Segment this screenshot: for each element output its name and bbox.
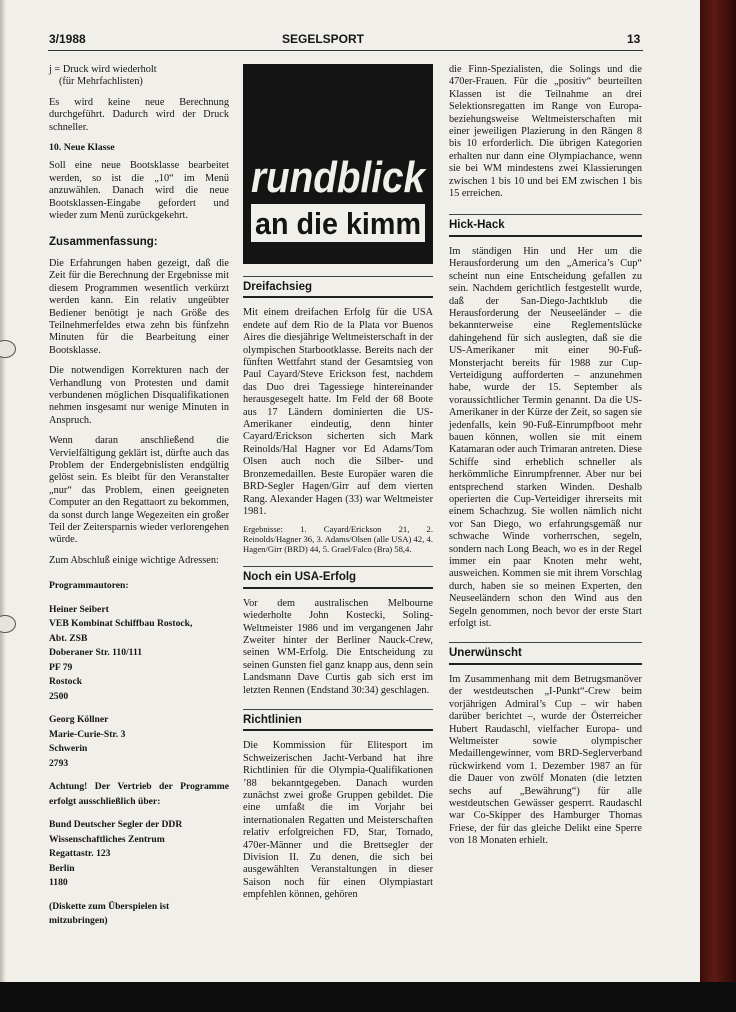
magazine-title: SEGELSPORT (282, 32, 365, 46)
address-line: Rostock (49, 676, 83, 688)
address-line: Wissenschaftliches Zentrum (49, 833, 165, 845)
address-line: Abt. ZSB (49, 632, 88, 644)
address-line: 2793 (49, 757, 69, 769)
page-number: 13 (627, 32, 641, 46)
headline-dreifachsieg: Dreifachsieg (243, 276, 433, 298)
rundblick-logo-art (243, 64, 433, 264)
address-line: Doberaner Str. 110/111 (49, 647, 143, 659)
section-heading-new-class: 10. Neue Klasse (49, 142, 115, 154)
paragraph: Die Kommission für Elitesport im Schweizerischen Jacht-Verband hat ihre Richtlinien für die Olympia-Qualifikationen ’88 bekanntgegeben. Danach wurden zunächst zwei große Gruppen gebildet. Die eine umfaßt die im Vorjahr bei internationalen Regatten und Meisterschaften relativ erfolgreichen FD, Star, Tornado, 470er-Männer und die Brettsegler der Division II. Zu denen, die sich bei ausgewählten Veranstaltungen in dieser Saison noch für einen Olympiastart empfehlen können, gehören (243, 740, 433, 901)
address-line: Regattastr. 123 (49, 848, 111, 860)
address-line: Bund Deutscher Segler der DDR (49, 819, 183, 831)
distribution-notice: Achtung! Der Vertrieb der Programme erfolgt ausschließlich über: (49, 781, 229, 807)
address-block-3 (49, 818, 229, 891)
paragraph: Mit einem dreifachen Erfolg für die USA endete auf dem Rio de la Plata vor Buenos Aires die diesjährige Weltmeisterschaft in der olympischen Starbootklasse. Bereits nach der fünften Wettfahrt stand der Gesamtsieg von Paul Cayard/Steve Erickson fest, nachdem das Duo drei Tagessiege hintereinander herausgesegelt hatte. Im Feld der 68 Boote aus 17 Ländern dominierten die US-Amerikaner eindeutig, denn hinter Cayard/Erickson sicherten sich Mark Reinolds/Hal Hagner vor Ed Adams/Tom Olsen auch noch die Silber- und Bronzemedaillen. Beste Europäer waren die BRD-Segler Hagen/Girr auf dem vierten Rang. Alexander Hagen (33) war Weltmeister 1981. (243, 307, 433, 517)
rundblick-logo (243, 64, 433, 264)
results-line: Ergebnisse: 1. Cayard/Erickson 21, 2. Reinolds/Hagner 36, 3. Adams/Olsen (alle USA) 42, 4. Hagen/Girr (BRD) 44, 5. Grael/Falco (Bra) 58,4. (243, 524, 433, 555)
issue-number: 3/1988 (49, 32, 86, 46)
page-edge (0, 0, 6, 982)
paragraph: die Finn-Spezialisten, die Solings und die 470er-Frauen. Für die „positiv“ beurteilten Klassen ist die Teilnahme an drei Selektionsregatten im Range von Europa- beziehungsweise Weltmeisterschaften mit einer jeweiligen Plazierung in den Rängen 8 bis 10 erforderlich. Die übrigen Kategorien erhalten nur dann eine Olympiachance, wenn sie bei WM mindestens zwei Klassierungen zwischen 1 bis 10 und bei EM zwischen 1 bis 15 erreichen. (449, 64, 642, 200)
address-block-2 (49, 713, 229, 771)
address-line: Berlin (49, 862, 75, 874)
column-middle (243, 64, 433, 908)
address-line: Georg Köllner (49, 714, 109, 726)
binding-hole (0, 615, 16, 633)
column-left (49, 64, 229, 938)
intro-line: j = Druck wird wiederholt (49, 64, 157, 75)
authors-heading: Programmautoren: (49, 580, 129, 592)
header-rule (48, 50, 643, 51)
address-line: Heiner Seibert (49, 603, 109, 615)
headline-unerwuenscht: Unerwünscht (449, 642, 642, 664)
headline-richtlinien: Richtlinien (243, 709, 433, 731)
logo-line-1: rundblick (251, 153, 428, 202)
paragraph: Die Erfahrungen haben gezeigt, daß die Zeit für die Berechnung der Ergebnisse mit diesem Programmen wesentlich verkürzt werden kann. Ein relativ ungeübter Bediener benötigt je nach Größe des Teilnehmerfeldes etwa zehn bis fünfzehn Minuten für die Bearbeitung einer Bootsklasse. (49, 257, 229, 356)
paragraph: Es wird keine neue Berechnung durchgeführt. Dadurch wird der Druck schneller. (49, 96, 229, 133)
paragraph: Vor dem australischen Melbourne wiederholte John Kostecki, Soling-Weltmeister 1986 und im vergangenen Jahr Zweiter hinter der Berliner Nauck-Crew, seinen WM-Erfolg. Die Entscheidung zu seinen Gunsten fiel ganz knapp aus, denn sein Landsmann Dave Curtis gab sich erst im letzten Rennen (Endstand 30:34) geschlagen. (243, 597, 433, 696)
paragraph: Wenn daran anschließend die Vervielfältigung geklärt ist, dürfte auch das Problem der Endergebnislisten endgültig gelöst sein. Es bleibt für den Veranstalter „nur“ das Problem, einen geeigneten Computer an den Regattaort zu bekommen, da sonst durch lange Wegezeiten ein großer Teil der Zeitersparnis wieder verlorengehen würde. (49, 435, 229, 546)
logo-line-2: an die kimm (255, 206, 421, 241)
paragraph: Im ständigen Hin und Her um die Herausforderung um den „America’s Cup“ scheint nun eine Entscheidung gefallen zu sein. Nachdem gerichtlich festgestellt wurde, daß der San-Diego-Jachtklub die Herausforderung der Neuseeländer – die bekannterweise eine Reglementslücke dahingehend für sich auslegten, daß sie die US-Amerikaner mit einer 90-Fuß-Monsterjacht bereits für 1988 zur Cup-Verteidigung aufforderten – anzunehmen habe, wurde der 15. September als voraussichtlicher Termin genannt. Da die US-Amerikaner in der Kürze der Zeit, so sagen sie jedenfalls, kein 90-Fuß-Einrumpfboot mehr bauen können, wollen sie mit einem Katamaran oder auch Trimaran antreten. Diese Schiffe sind erheblich schneller als herkömmliche Einrumpfrenner. Aber nur bei entsprechend starken Winden. Deshalb operierten die Cup-Verteidiger ihrerseits mit einem Schachzug. Sie wollen nämlich nicht vor San Diego, wo erfahrungsgemäß nur schwache Winde vorherrschen, segeln, sondern nach Long Beach, wo es in der Regel immer ein paar Knoten mehr weht, ausweichen. Kommen sie mit ihrem Vorschlag durch, haben sie so meinen Experten, den Neuseeländern schon den Wind aus den Segeln genommen, noch bevor der erste Start erfolgt ist. (449, 245, 642, 630)
headline-usa-erfolg: Noch ein USA-Erfolg (243, 566, 433, 588)
address-line: VEB Kombinat Schiffbau Rostock, (49, 618, 193, 630)
paragraph: Soll eine neue Bootsklasse bearbeitet werden, so ist die „10“ im Menü anzuwählen. Danach wird die neue Bootsklassen-Eingabe gefordert und wieder zum Menü zurückgekehrt. (49, 160, 229, 222)
paragraph: Im Zusammenhang mit dem Betrugsmanöver der westdeutschen „I-Punkt“-Crew beim vorjährigen Admiral’s Cup – wir haben darüber berichtet –, wurde der Österreicher Hubert Raudaschl, vielfacher Europa- und Weltmeister sowie olympischer Medaillengewinner, vom BRD-Seglerverband rückwirkend vom 1. Dezember 1987 an für die Dauer von zwölf Monaten (die letzten sechs auf „Bewährung“) für alle westdeutschen Gewässer gesperrt. Raudaschl war Co-Skipper des Hamburger Thomas Friese, der für das gleiche Delikt eine Sperre von 18 Monaten erhielt. (449, 673, 642, 847)
scan-background (0, 982, 736, 1012)
intro-subline: (für Mehrfachlisten) (59, 76, 143, 88)
closing-note: (Diskette zum Überspielen ist mitzubringen) (49, 900, 170, 927)
book-spine (700, 0, 736, 982)
address-block-1 (49, 603, 229, 705)
binding-hole (0, 340, 16, 358)
address-line: Marie-Curie-Str. 3 (49, 728, 126, 740)
address-line: PF 79 (49, 661, 73, 673)
address-line: Schwerin (49, 743, 88, 755)
column-right (449, 64, 642, 854)
address-line: 2500 (49, 690, 69, 702)
summary-heading: Zusammenfassung: (49, 236, 158, 249)
headline-hick-hack: Hick-Hack (449, 214, 642, 236)
paragraph: Zum Abschluß einige wichtige Adressen: (49, 554, 219, 566)
address-line: 1180 (49, 877, 68, 889)
paragraph: Die notwendigen Korrekturen nach der Verhandlung von Protesten und damit verbundenen möglichen Disqualifikationen nehmen insgesamt nur wenige Minuten in Anspruch. (49, 365, 229, 426)
